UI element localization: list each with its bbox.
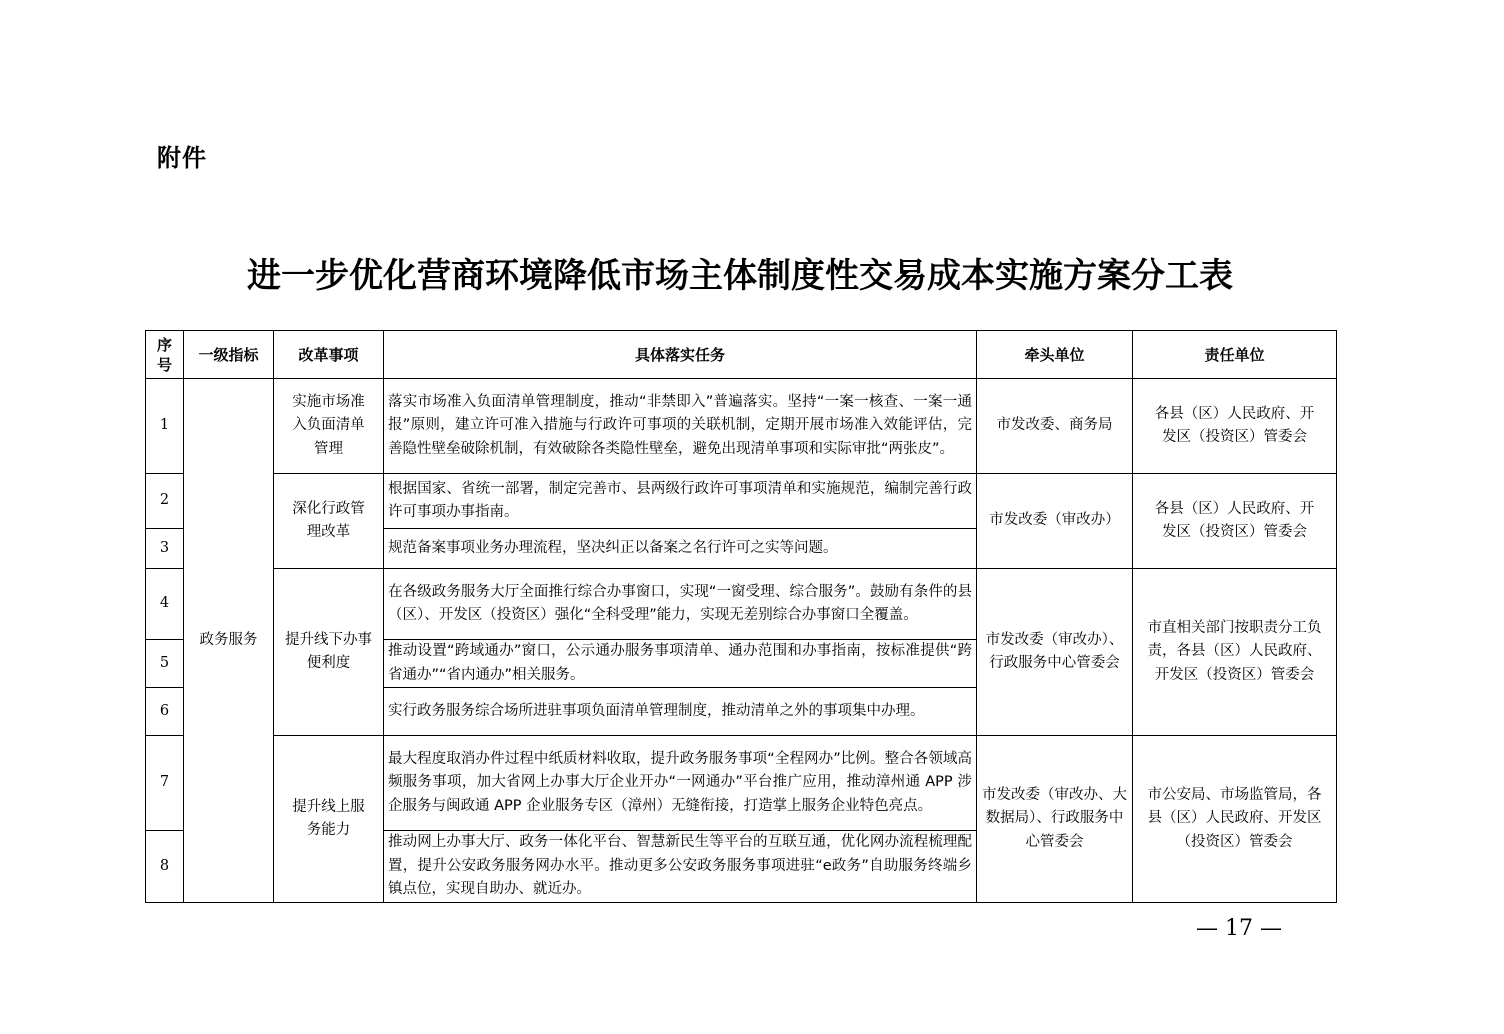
division-table — [145, 330, 1337, 903]
row-number: 7 — [146, 736, 184, 831]
reform-item: 实施市场准入负面清单管理 — [274, 379, 384, 474]
page-number: — 17 — — [1196, 916, 1282, 941]
table-header-row — [146, 331, 1337, 379]
task-cell: 推动设置“跨域通办”窗口，公示通办服务事项清单、通办范围和办事指南，按标准提供“跨省通办”“省内通办”相关服务。 — [384, 640, 977, 688]
task-cell: 推动网上办事大厅、政务一体化平台、智慧新民生等平台的互联互通，优化网办流程梳理配置，提升公安政务服务网办水平。推动更多公安政务服务事项进驻“e政务”自助服务终端乡镇点位，实现自助办、就近办。 — [384, 831, 977, 903]
header-seq: 序号 — [146, 331, 184, 379]
header-lead: 牵头单位 — [977, 331, 1133, 379]
row-number: 6 — [146, 688, 184, 736]
attachment-label: 附件 — [157, 144, 207, 172]
responsible-unit: 市直相关部门按职责分工负责，各县（区）人民政府、开发区（投资区）管委会 — [1133, 569, 1337, 736]
task-cell: 根据国家、省统一部署，制定完善市、县两级行政许可事项清单和实施规范，编制完善行政许可事项办事指南。 — [384, 474, 977, 529]
task-cell: 在各级政务服务大厅全面推行综合办事窗口，实现“一窗受理、综合服务”。鼓励有条件的县（区）、开发区（投资区）强化“全科受理”能力，实现无差别综合办事窗口全覆盖。 — [384, 569, 977, 640]
row-number: 3 — [146, 529, 184, 569]
table-row — [146, 474, 1337, 529]
row-number: 1 — [146, 379, 184, 474]
lead-unit: 市发改委（审改办）、行政服务中心管委会 — [977, 569, 1133, 736]
responsible-unit: 市公安局、市场监管局，各县（区）人民政府、开发区（投资区）管委会 — [1133, 736, 1337, 903]
reform-item: 提升线上服务能力 — [274, 736, 384, 903]
task-cell: 实行政务服务综合场所进驻事项负面清单管理制度，推动清单之外的事项集中办理。 — [384, 688, 977, 736]
table-row — [146, 736, 1337, 831]
table-row — [146, 569, 1337, 640]
header-indicator: 一级指标 — [184, 331, 274, 379]
lead-unit: 市发改委（审改办、大数据局）、行政服务中心管委会 — [977, 736, 1133, 903]
header-resp: 责任单位 — [1133, 331, 1337, 379]
document-title: 进一步优化营商环境降低市场主体制度性交易成本实施方案分工表 — [247, 256, 1233, 296]
lead-unit: 市发改委、商务局 — [977, 379, 1133, 474]
header-item: 改革事项 — [274, 331, 384, 379]
reform-item: 提升线下办事便利度 — [274, 569, 384, 736]
lead-unit: 市发改委（审改办） — [977, 474, 1133, 569]
table-row — [146, 379, 1337, 474]
row-number: 5 — [146, 640, 184, 688]
reform-item: 深化行政管理改革 — [274, 474, 384, 569]
task-cell: 规范备案事项业务办理流程，坚决纠正以备案之名行许可之实等问题。 — [384, 529, 977, 569]
responsible-unit: 各县（区）人民政府、开发区（投资区）管委会 — [1133, 379, 1337, 474]
row-number: 8 — [146, 831, 184, 903]
task-cell: 落实市场准入负面清单管理制度，推动“非禁即入”普遍落实。坚持“一案一核查、一案一通报”原则，建立许可准入措施与行政许可事项的关联机制，定期开展市场准入效能评估，完善隐性壁垒破除机制，有效破除各类隐性壁垒，避免出现清单事项和实际审批“两张皮”。 — [384, 379, 977, 474]
responsible-unit: 各县（区）人民政府、开发区（投资区）管委会 — [1133, 474, 1337, 569]
first-indicator: 政务服务 — [184, 379, 274, 903]
row-number: 2 — [146, 474, 184, 529]
header-task: 具体落实任务 — [384, 331, 977, 379]
row-number: 4 — [146, 569, 184, 640]
task-cell: 最大程度取消办件过程中纸质材料收取，提升政务服务事项“全程网办”比例。整合各领域高频服务事项，加大省网上办事大厅企业开办“一网通办”平台推广应用，推动漳州通 APP 涉企服务与闽政通 APP 企业服务专区（漳州）无缝衔接，打造掌上服务企业特色亮点。 — [384, 736, 977, 831]
